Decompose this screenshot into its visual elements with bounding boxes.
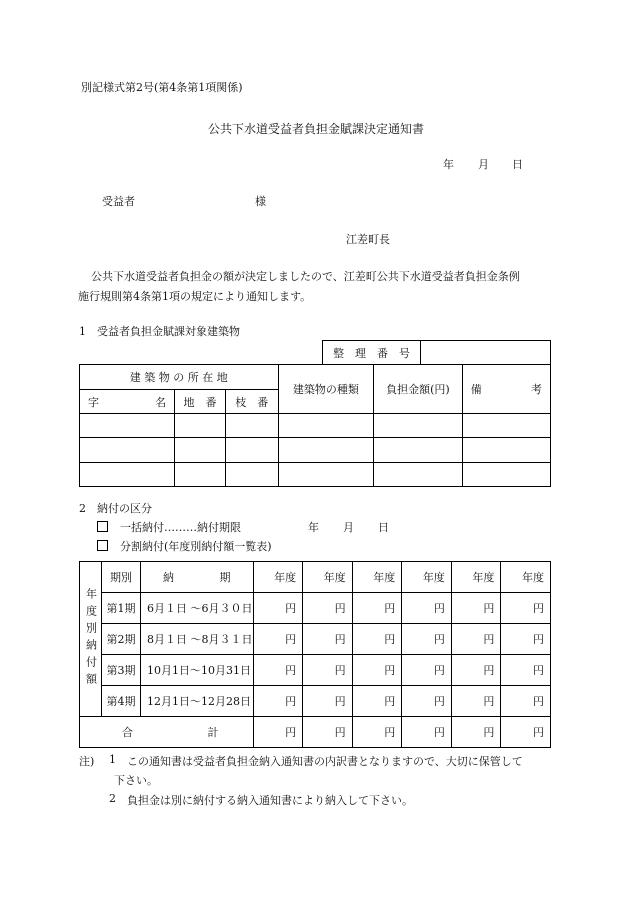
notes-label: 注) (79, 755, 95, 768)
year-header: 年度 (253, 562, 303, 593)
amount-cell[interactable]: 円 (501, 655, 551, 686)
amount-cell[interactable]: 円 (352, 686, 402, 717)
table-row (80, 624, 551, 655)
location-header: 建 築 物 の 所 在 地 (80, 365, 279, 390)
installment-option[interactable] (97, 538, 272, 554)
amount-cell[interactable]: 円 (253, 593, 303, 624)
amount-cell[interactable]: 円 (253, 717, 303, 748)
due-cell: 8月１日 ～8月３１日 (141, 624, 254, 655)
period-cell: 第3期 (102, 655, 141, 686)
total-row (80, 717, 551, 748)
section-1-heading: 1 受益者負担金賦課対象建築物 (79, 325, 240, 338)
lump-sum-month-label: 月 (343, 521, 354, 534)
amount-cell[interactable]: 円 (303, 686, 353, 717)
amount-cell[interactable]: 円 (253, 655, 303, 686)
reference-number-table (322, 340, 551, 365)
amount-header: 負担金額(円) (374, 365, 463, 414)
body-line-1: 公共下水道受益者負担金の額が決定しましたので、江差町公共下水道受益者負担金条例 (91, 270, 520, 283)
amount-cell[interactable]: 円 (451, 593, 501, 624)
form-number: 別記様式第2号(第4条第1項関係) (81, 81, 243, 94)
period-cell: 第2期 (102, 624, 141, 655)
year-header: 年度 (451, 562, 501, 593)
building-table (79, 364, 551, 487)
period-header: 期別 (102, 562, 141, 593)
recipient-label: 受益者 (102, 195, 135, 208)
year-header: 年度 (352, 562, 402, 593)
due-header: 納 期 (141, 562, 254, 593)
lump-sum-day-label: 日 (378, 521, 389, 534)
amount-cell[interactable]: 円 (303, 593, 353, 624)
amount-cell[interactable]: 円 (501, 686, 551, 717)
installment-schedule-table (79, 561, 551, 748)
table-row (80, 593, 551, 624)
lump-sum-checkbox[interactable] (97, 521, 108, 532)
lump-sum-option[interactable] (97, 519, 241, 535)
amount-cell[interactable]: 円 (451, 624, 501, 655)
note-1-number: 1 (109, 753, 116, 766)
note-2-number: 2 (109, 792, 116, 805)
date-year-label: 年 (443, 158, 454, 171)
chiban-header: 地 番 (175, 390, 226, 414)
amount-cell[interactable]: 円 (303, 624, 353, 655)
reference-number-value[interactable] (421, 341, 551, 365)
document-title: 公共下水道受益者負担金賦課決定通知書 (208, 122, 425, 136)
period-cell: 第1期 (102, 593, 141, 624)
lump-sum-year-label: 年 (308, 521, 319, 534)
table-row (80, 686, 551, 717)
date-day-label: 日 (512, 158, 523, 171)
amount-cell[interactable]: 円 (303, 655, 353, 686)
issuer-name: 江差町長 (346, 233, 390, 246)
date-month-label: 月 (478, 158, 489, 171)
lump-sum-label: 一括納付………納付期限 (120, 521, 241, 534)
aza-header: 字 名 (80, 390, 175, 414)
amount-cell[interactable]: 円 (253, 686, 303, 717)
due-cell: 10月1日～10月31日 (141, 655, 254, 686)
amount-cell[interactable]: 円 (303, 717, 353, 748)
amount-cell[interactable]: 円 (352, 593, 402, 624)
amount-cell[interactable]: 円 (501, 624, 551, 655)
honorific-label: 様 (255, 195, 266, 208)
year-header: 年度 (501, 562, 551, 593)
total-label: 合 計 (80, 717, 254, 748)
amount-cell[interactable]: 円 (402, 624, 452, 655)
section-2-heading: 2 納付の区分 (79, 502, 152, 515)
table-row (80, 463, 551, 487)
table-row (80, 414, 551, 438)
amount-cell[interactable]: 円 (402, 686, 452, 717)
amount-cell[interactable]: 円 (402, 655, 452, 686)
note-1-continuation: 下さい。 (114, 774, 158, 787)
year-header: 年度 (303, 562, 353, 593)
note-2-text: 負担金は別に納付する納入通知書により納入して下さい。 (127, 794, 413, 807)
building-type-header: 建築物の種類 (278, 365, 374, 414)
body-line-2: 施行規則第4条第1項の規定により通知します。 (78, 290, 312, 303)
installment-label: 分割納付(年度別納付額一覧表) (120, 540, 272, 553)
schedule-side-label: 年度別納付額 (80, 562, 102, 717)
amount-cell[interactable]: 円 (501, 593, 551, 624)
amount-cell[interactable]: 円 (352, 624, 402, 655)
due-cell: 12月1日～12月28日 (141, 686, 254, 717)
due-cell: 6月１日 ～6月３０日 (141, 593, 254, 624)
amount-cell[interactable]: 円 (451, 686, 501, 717)
amount-cell[interactable]: 円 (402, 593, 452, 624)
table-row (80, 655, 551, 686)
amount-cell[interactable]: 円 (451, 655, 501, 686)
notes-header: 備 考 (462, 365, 550, 414)
amount-cell[interactable]: 円 (352, 655, 402, 686)
note-1-text: この通知書は受益者負担金納入通知書の内訳書となりますので、大切に保管して (127, 755, 523, 768)
reference-number-label: 整 理 番 号 (323, 341, 421, 365)
amount-cell[interactable]: 円 (352, 717, 402, 748)
amount-cell[interactable]: 円 (501, 717, 551, 748)
amount-cell[interactable]: 円 (253, 624, 303, 655)
period-cell: 第4期 (102, 686, 141, 717)
table-row (80, 438, 551, 463)
edaban-header: 枝 番 (225, 390, 278, 414)
installment-checkbox[interactable] (97, 540, 108, 551)
amount-cell[interactable]: 円 (402, 717, 452, 748)
year-header: 年度 (402, 562, 452, 593)
amount-cell[interactable]: 円 (451, 717, 501, 748)
